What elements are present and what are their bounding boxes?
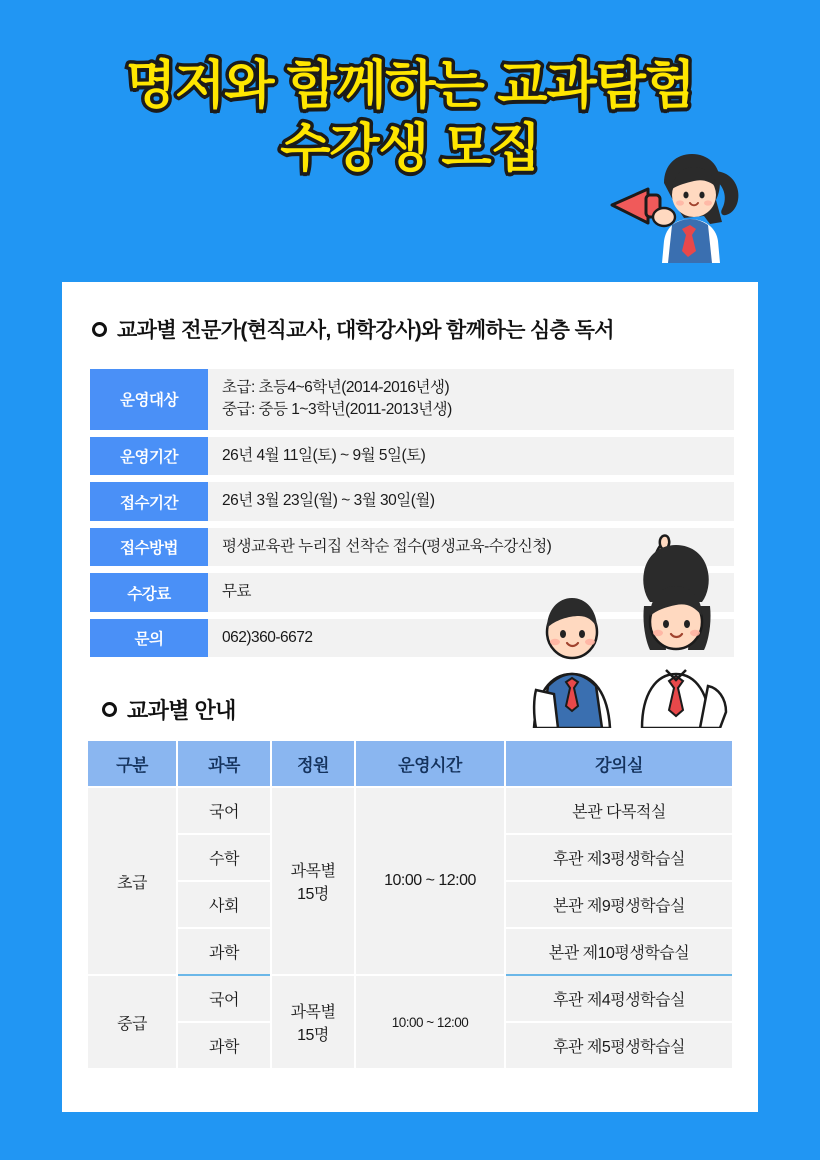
course-cell-capacity-beginner	[271, 787, 355, 975]
section-heading-2	[102, 694, 732, 725]
course-header-capacity: 정원	[271, 741, 355, 787]
course-cell-room: 후관 제3평생학습실	[505, 834, 732, 881]
course-header-subject: 과목	[177, 741, 271, 787]
table-row	[88, 975, 732, 1022]
course-cell-subject: 사회	[177, 881, 271, 928]
course-cell-time-intermediate: 10:00 ~ 12:00	[355, 975, 505, 1069]
course-table	[88, 741, 732, 1070]
info-value-period: 26년 4월 11일(토) ~ 9월 5일(토)	[208, 437, 734, 475]
info-row	[90, 482, 734, 520]
course-table-header-row	[88, 741, 732, 787]
info-label-target: 운영대상	[90, 369, 208, 430]
megaphone-girl-illustration	[602, 145, 742, 275]
section-heading-1	[92, 314, 732, 344]
bullet-ring-icon	[102, 702, 117, 717]
table-row	[88, 787, 732, 834]
course-cell-capacity-intermediate	[271, 975, 355, 1069]
info-table	[90, 362, 734, 664]
capacity-line2: 15명	[297, 886, 329, 904]
info-value-target-line1: 초급: 초등4~6학년(2014-2016년생)	[222, 379, 450, 396]
info-row	[90, 437, 734, 475]
course-cell-room: 후관 제5평생학습실	[505, 1022, 732, 1069]
info-label-contact: 문의	[90, 619, 208, 657]
course-cell-subject: 국어	[177, 975, 271, 1022]
info-row	[90, 369, 734, 430]
info-value-application-method: 평생교육관 누리집 선착순 접수(평생교육-수강신청)	[208, 528, 734, 566]
course-cell-subject: 수학	[177, 834, 271, 881]
info-label-fee: 수강료	[90, 573, 208, 611]
course-cell-subject: 국어	[177, 787, 271, 834]
course-cell-room: 본관 다목적실	[505, 787, 732, 834]
info-row	[90, 619, 734, 657]
title-line-2: 수강생 모집	[280, 120, 540, 179]
section-heading-2-text: 교과별 안내	[127, 698, 236, 724]
course-cell-room: 본관 제10평생학습실	[505, 928, 732, 975]
info-value-target	[208, 369, 734, 430]
content-card	[62, 282, 758, 1112]
capacity-line1: 과목별	[290, 863, 336, 881]
course-header-time: 운영시간	[355, 741, 505, 787]
section-heading-1-text: 교과별 전문가(현직교사, 대학강사)와 함께하는 심층 독서	[117, 319, 614, 342]
bullet-ring-icon	[92, 322, 107, 337]
course-cell-subject: 과학	[177, 1022, 271, 1069]
info-row	[90, 573, 734, 611]
capacity-line1: 과목별	[290, 1004, 336, 1022]
info-label-period: 운영기간	[90, 437, 208, 475]
course-cell-time-beginner: 10:00 ~ 12:00	[355, 787, 505, 975]
title-line-1: 명저와 함께하는 교과탐험	[125, 57, 695, 115]
course-cell-gubun-beginner: 초급	[88, 787, 177, 975]
info-value-application-period: 26년 3월 23일(월) ~ 3월 30일(월)	[208, 482, 734, 520]
course-header-room: 강의실	[505, 741, 732, 787]
info-value-target-line2: 중급: 중등 1~3학년(2011-2013년생)	[222, 401, 452, 419]
course-cell-room: 후관 제4평생학습실	[505, 975, 732, 1022]
info-label-application-method: 접수방법	[90, 528, 208, 566]
capacity-line2: 15명	[297, 1027, 329, 1045]
info-label-application-period: 접수기간	[90, 482, 208, 520]
info-value-fee: 무료	[208, 573, 734, 611]
info-value-contact: 062)360-6672	[208, 619, 734, 657]
course-cell-room: 본관 제9평생학습실	[505, 881, 732, 928]
info-row	[90, 528, 734, 566]
course-cell-gubun-intermediate: 중급	[88, 975, 177, 1069]
course-header-gubun: 구분	[88, 741, 177, 787]
course-cell-subject: 과학	[177, 928, 271, 975]
